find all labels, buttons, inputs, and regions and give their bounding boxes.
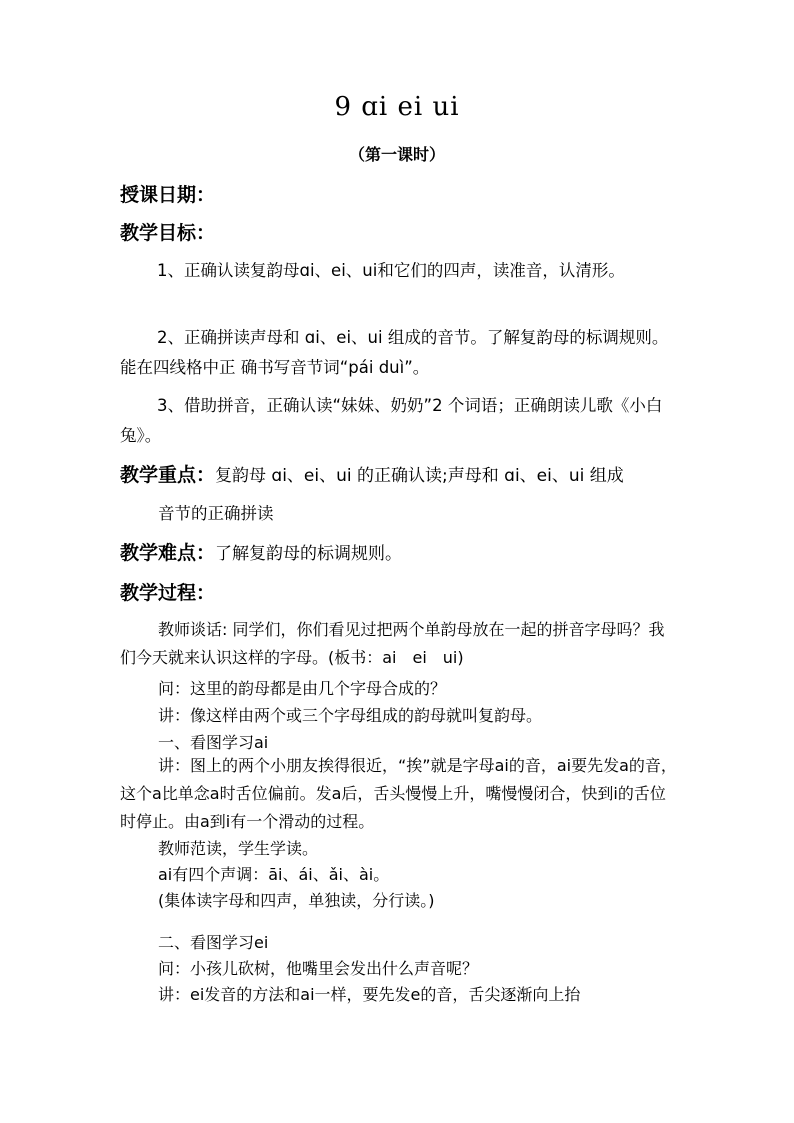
process-answer-1: 讲：像这样由两个或三个字母组成的韵母就叫复韵母。 bbox=[158, 706, 543, 725]
key-points-text: 复韵母 ɑi、ei、ui 的正确认读;声母和 ɑi、ei、ui 组成 bbox=[215, 466, 624, 486]
objectives-heading: 教学目标： bbox=[120, 222, 216, 244]
process-question-2: 问：小孩儿砍树，他嘴里会发出什么声音呢？ bbox=[158, 959, 479, 978]
teacher-demo: 教师范读，学生学读。 bbox=[158, 839, 319, 858]
ai-tones: ai有四个声调：āi、ái、ǎi、ài。 bbox=[158, 865, 390, 884]
process-intro: 教师谈话: 同学们，你们看见过把两个单韵母放在一起的拼音字母吗？我们今天就来认识这样的字母。(板书：ai ei ui) bbox=[120, 620, 665, 667]
practice-note: (集体读字母和四声，单独读，分行读。) bbox=[158, 891, 435, 910]
key-points-label: 教学重点： bbox=[120, 464, 216, 486]
section-2-heading: 二、看图学习ei bbox=[158, 933, 269, 952]
difficulty-text: 了解复韵母的标调规则。 bbox=[215, 544, 403, 564]
section-1-heading: 一、看图学习ai bbox=[158, 733, 269, 752]
section-2-text: 讲：ei发音的方法和ai一样，要先发e的音，舌尖逐渐向上抬 bbox=[158, 985, 581, 1004]
process-question-1: 问：这里的韵母都是由几个字母合成的？ bbox=[158, 679, 447, 698]
process-heading: 教学过程： bbox=[120, 582, 216, 604]
lesson-subtitle: （第一课时） bbox=[348, 145, 445, 164]
difficulty bbox=[120, 538, 402, 565]
section-1-text: 讲：图上的两个小朋友挨得很近，“挨”就是字母ai的音，ai要先发a的音，这个a比单念a时舌位偏前。发a后，舌头慢慢上升，嘴慢慢闭合，快到i的舌位时停止。由a到i有一个滑动的过程。 bbox=[120, 756, 677, 831]
lesson-title: 9 ɑi ei ui bbox=[334, 92, 460, 122]
objective-3: 3、借助拼音，正确认读“妹妹、奶奶”2 个词语；正确朗读儿歌《小白兔》。 bbox=[120, 396, 663, 445]
difficulty-label: 教学难点： bbox=[120, 542, 216, 564]
date-heading: 授课日期： bbox=[120, 184, 216, 206]
key-points bbox=[120, 460, 624, 487]
objective-1: 1、正确认读复韵母ɑi、ei、ui和它们的四声，读准音，认清形。 bbox=[157, 261, 625, 280]
key-points-text-cont: 音节的正确拼读 bbox=[158, 504, 274, 523]
objective-2: 2、正确拼读声母和 ɑi、ei、ui 组成的音节。了解复韵母的标调规则。能在四线格中正 确书写音节词“pái duì”。 bbox=[120, 328, 669, 377]
